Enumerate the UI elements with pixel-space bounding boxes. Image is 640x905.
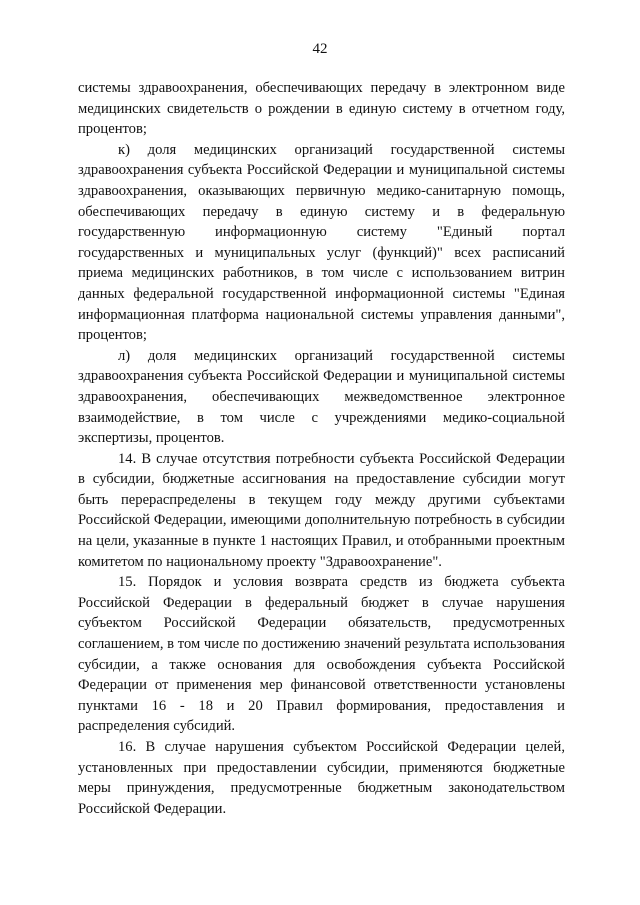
paragraph-15: 15. Порядок и условия возврата средств из бюджета субъекта Российской Федерации в федеральный бюджет в случае нарушения субъектом Российской Федерации обязательств, предусмотренных соглашением, в том числе по достижению значений результата использования субсидии, а также основания для освобождения субъекта Российской Федерации от применения мер финансовой ответственности установлены пунктами 16 - 18 и 20 Правил формирования, предоставления и распределения субсидий.	[78, 574, 565, 735]
paragraph-14: 14. В случае отсутствия потребности субъекта Российской Федерации в субсидии, бюджетные ассигнования на предоставление субсидии могут быть перераспределены в текущем году между другими субъектами Российской Федерации, имеющими дополнительную потребность в субсидии на цели, указанные в пункте 1 настоящих Правил, и отобранными проектным комитетом по национальному проекту "Здравоохранение".	[78, 450, 565, 570]
page-number: 42	[312, 41, 328, 57]
paragraph-item-k: к) доля медицинских организаций государственной системы здравоохранения субъекта Российской Федерации и муниципальной системы здравоохранения, оказывающих первичную медико-санитарную помощь, обеспечивающих передачу в единую систему и в федеральную государственную информационную систему "Единый портал государственных и муниципальных услуг (функций)" всех расписаний приема медицинских работников, в том числе с использованием витрин данных федеральной государственной информационной системы "Единая информационная платформа национальной системы управления данными", процентов;	[78, 141, 565, 344]
paragraph-continuation: системы здравоохранения, обеспечивающих передачу в электронном виде медицинских свидетельств о рождении в единую систему в отчетном году, процентов;	[78, 80, 565, 138]
document-body	[78, 78, 565, 819]
paragraph-16: 16. В случае нарушения субъектом Российской Федерации целей, установленных при предоставлении субсидии, применяются бюджетные меры принуждения, предусмотренные бюджетным законодательством Российской Федерации.	[78, 739, 565, 817]
paragraph-item-l: л) доля медицинских организаций государственной системы здравоохранения субъекта Российской Федерации и муниципальной системы здравоохранения, обеспечивающих межведомственное электронное взаимодействие, в том числе с учреждениями медико-социальной экспертизы, процентов.	[78, 347, 565, 447]
